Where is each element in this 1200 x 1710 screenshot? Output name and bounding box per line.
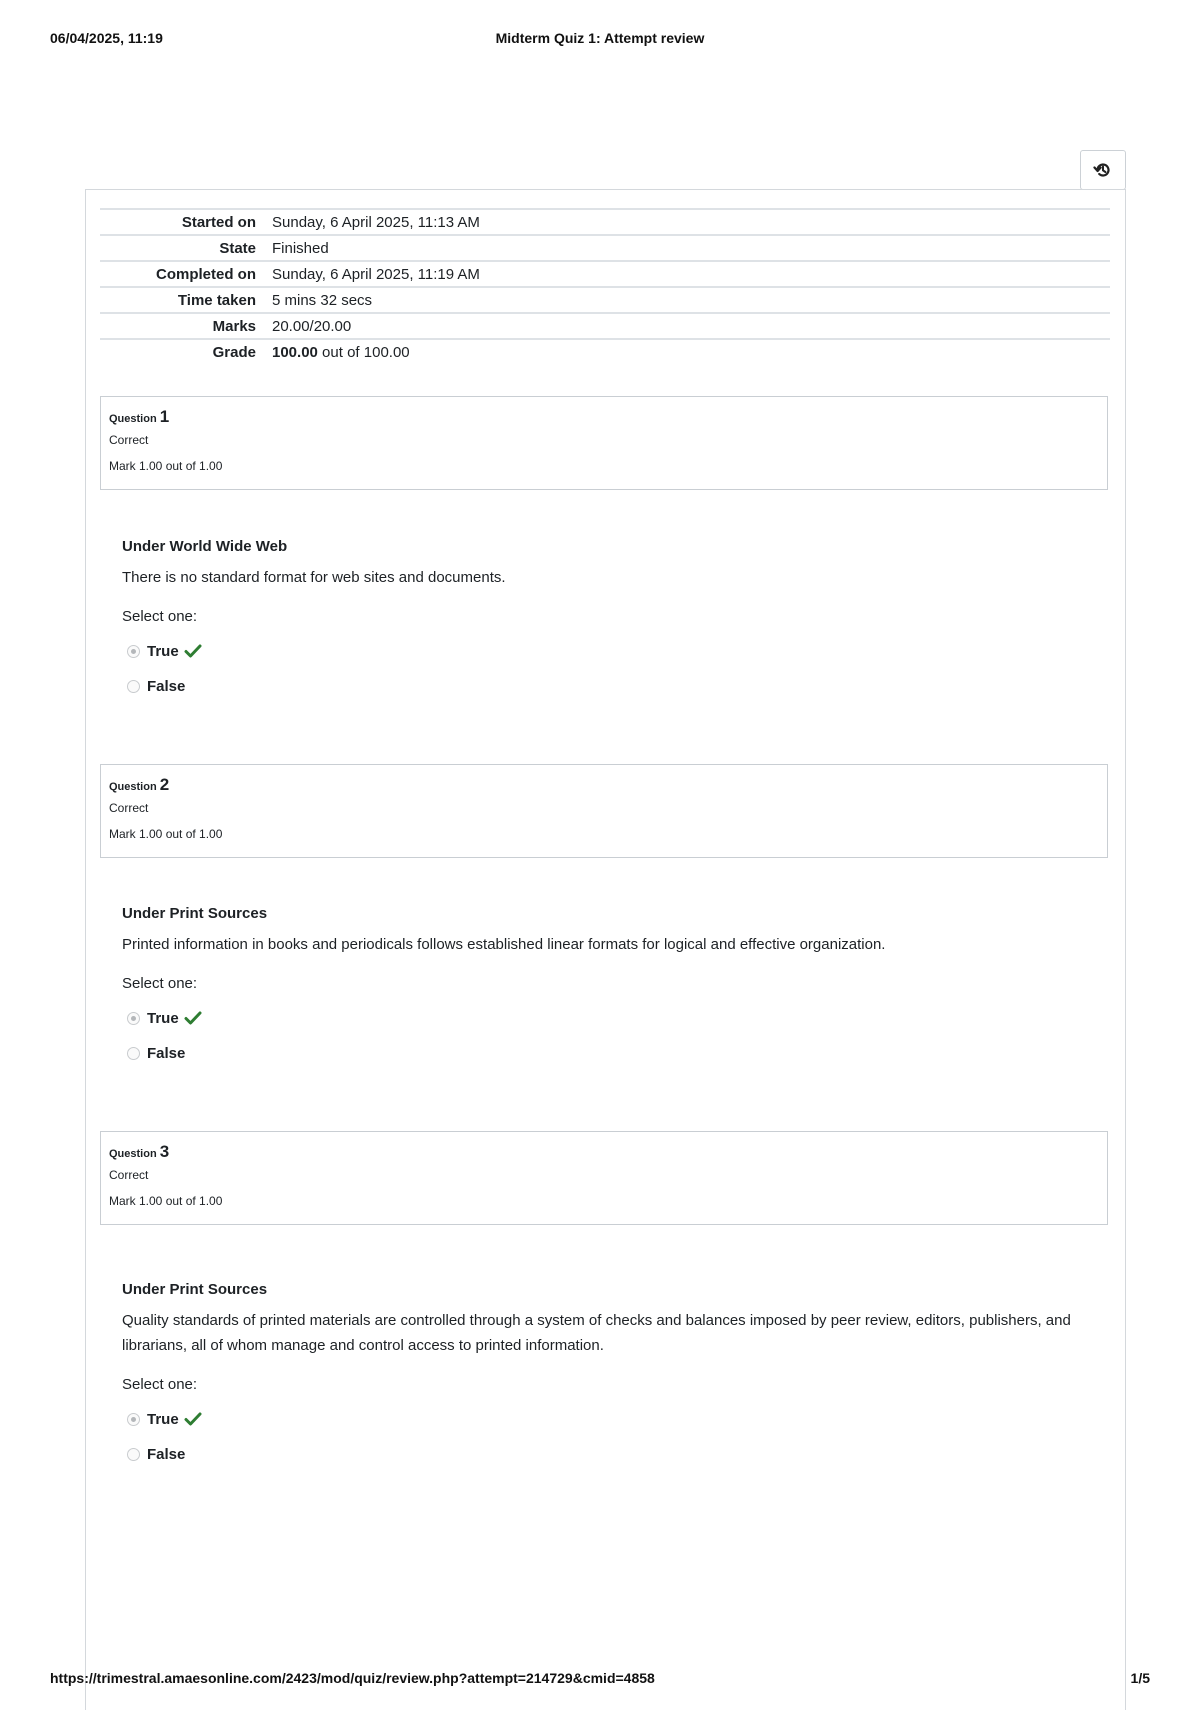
answer-option-true[interactable] (122, 1407, 1082, 1431)
select-one-prompt: Select one: (122, 1376, 198, 1393)
select-one-prompt: Select one: (122, 608, 198, 625)
print-url: https://trimestral.amaesonline.com/2423/mod/quiz/review.php?attempt=214729&cmid=4858 (50, 1670, 655, 1686)
summary-value: 5 mins 32 secs (272, 292, 373, 309)
select-one-prompt: Select one: (122, 975, 198, 992)
radio-button[interactable] (127, 1413, 140, 1426)
answer-label: True (147, 1009, 179, 1027)
summary-value: Sunday, 6 April 2025, 11:13 AM (272, 214, 480, 231)
grade-value: 100.00 (272, 344, 318, 361)
answer-option-true[interactable] (122, 1006, 1082, 1030)
question-mark: Mark 1.00 out of 1.00 (109, 459, 223, 473)
summary-label: Completed on (156, 266, 256, 283)
summary-label: State (219, 240, 256, 257)
question-text: Printed information in books and periodicals follows established linear formats for logical and effective organization. (122, 936, 886, 953)
summary-label: Marks (212, 318, 256, 335)
radio-button[interactable] (127, 1448, 140, 1461)
summary-value: Finished (272, 240, 329, 257)
question-content-2 (122, 905, 1082, 1076)
answer-option-true[interactable] (122, 639, 1082, 663)
question-number: Question 1 (109, 407, 170, 426)
question-number: Question 3 (109, 1142, 170, 1161)
summary-value (270, 339, 1110, 364)
summary-label: Started on (181, 214, 256, 231)
answer-label: False (147, 677, 186, 695)
summary-value: Sunday, 6 April 2025, 11:19 AM (272, 266, 480, 283)
question-mark: Mark 1.00 out of 1.00 (109, 827, 223, 841)
print-page-title: Midterm Quiz 1: Attempt review (495, 30, 705, 46)
summary-label: Time taken (177, 292, 256, 309)
radio-button[interactable] (127, 1012, 140, 1025)
answer-label: False (147, 1445, 186, 1463)
question-heading: Under World Wide Web (122, 538, 288, 555)
question-info-1 (100, 396, 1108, 490)
summary-label: Grade (212, 344, 256, 361)
correct-check-icon (184, 643, 202, 659)
summary-row (100, 209, 1110, 235)
summary-row (100, 235, 1110, 261)
print-footer (50, 1670, 1150, 1690)
summary-row (100, 313, 1110, 339)
question-state: Correct (109, 801, 149, 815)
answer-option-false[interactable] (122, 1442, 1082, 1466)
answer-option-false[interactable] (122, 674, 1082, 698)
question-heading: Under Print Sources (122, 905, 268, 922)
print-page-count: 1/5 (1130, 1670, 1150, 1686)
question-mark: Mark 1.00 out of 1.00 (109, 1194, 223, 1208)
question-text: Quality standards of printed materials are controlled through a system of checks and balances imposed by peer review, editors, publishers, and librarians, all of whom manage and control access to printed information. (122, 1312, 1071, 1354)
radio-button[interactable] (127, 645, 140, 658)
print-header (50, 30, 1150, 52)
radio-button[interactable] (127, 680, 140, 693)
grade-out-of: out of 100.00 (317, 344, 410, 361)
summary-row (100, 287, 1110, 313)
answer-label: True (147, 1410, 179, 1428)
question-state: Correct (109, 1168, 149, 1182)
radio-button[interactable] (127, 1047, 140, 1060)
question-text: There is no standard format for web sites and documents. (122, 569, 506, 586)
question-content-3 (122, 1281, 1082, 1477)
question-info-2 (100, 764, 1108, 858)
answer-option-false[interactable] (122, 1041, 1082, 1065)
summary-row (100, 261, 1110, 287)
question-state: Correct (109, 433, 149, 447)
correct-check-icon (184, 1411, 202, 1427)
summary-row (100, 339, 1110, 364)
question-heading: Under Print Sources (122, 1281, 268, 1298)
history-icon (1093, 160, 1113, 180)
question-info-3 (100, 1131, 1108, 1225)
print-datetime: 06/04/2025, 11:19 (50, 30, 163, 46)
correct-check-icon (184, 1010, 202, 1026)
answer-label: True (147, 642, 179, 660)
question-content-1 (122, 538, 1082, 709)
answer-label: False (147, 1044, 186, 1062)
attempt-summary-table (100, 208, 1110, 364)
summary-value: 20.00/20.00 (272, 318, 352, 335)
question-number: Question 2 (109, 775, 170, 794)
history-button[interactable] (1080, 150, 1126, 190)
